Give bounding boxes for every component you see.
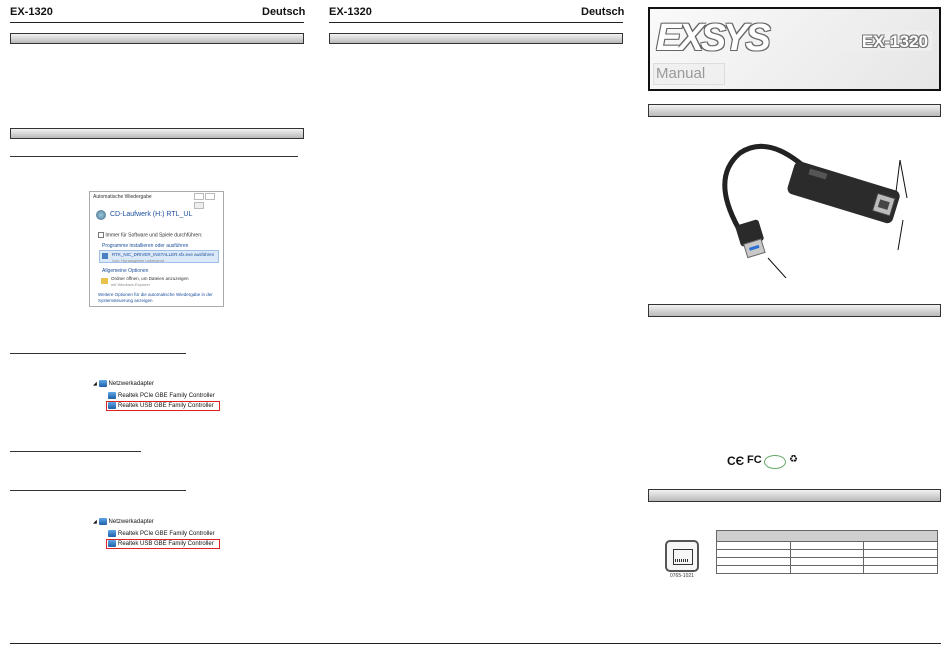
subheading-rule-4 (10, 490, 186, 491)
header-rule (329, 22, 623, 23)
tree-item[interactable] (108, 530, 215, 537)
subheading-rule-3 (10, 451, 141, 452)
tree-item-label: Realtek USB GBE Family Controller (118, 541, 214, 548)
open-folder-option[interactable] (99, 276, 219, 288)
brand-logo-panel (648, 7, 941, 91)
rj45-port-icon (665, 540, 699, 572)
table-header-row (717, 531, 938, 542)
table-cell (790, 542, 864, 550)
table-cell (864, 558, 938, 566)
cd-drive-icon (96, 210, 106, 220)
tree-category[interactable] (93, 518, 154, 525)
section-bar-6 (648, 489, 941, 502)
drive-name: CD-Laufwerk (H:) RTL_UL (110, 211, 193, 218)
table-row (717, 566, 938, 574)
always-checkbox[interactable] (98, 232, 202, 238)
device-tree-2 (93, 518, 223, 550)
table-cell (864, 566, 938, 574)
category-label: Netzwerkadapter (108, 519, 154, 526)
usb-adapter-illustration (700, 138, 920, 278)
fcc-mark-icon: FC (747, 454, 762, 466)
rohs-mark-icon (764, 455, 786, 469)
manual-plate (653, 63, 725, 85)
maximize-icon[interactable] (205, 193, 215, 200)
section-bar-2 (10, 128, 304, 139)
header-rule (10, 22, 304, 23)
tree-item-label: Realtek USB GBE Family Controller (118, 403, 214, 410)
table-cell (717, 550, 791, 558)
section-bar-5 (648, 304, 941, 317)
tree-item[interactable] (108, 392, 215, 399)
tree-item-label: Realtek PCIe GBE Family Controller (118, 531, 215, 538)
network-card-icon (108, 392, 116, 399)
model-logo: EX-1320 (861, 32, 928, 51)
rj45-socket-icon (673, 549, 693, 565)
autoplay-dialog (89, 191, 224, 307)
table-cell (790, 566, 864, 574)
table-cell (717, 566, 791, 574)
table-header (717, 531, 938, 542)
window-controls (194, 193, 223, 199)
table-cell (864, 550, 938, 558)
close-icon[interactable] (194, 202, 204, 209)
tree-item-label: Realtek PCIe GBE Family Controller (118, 393, 215, 400)
table-row (717, 550, 938, 558)
certification-marks (727, 454, 802, 470)
rj45-pins-icon (675, 559, 689, 562)
highlight-box (106, 401, 220, 411)
section-bar-3 (329, 33, 623, 44)
table-cell (790, 550, 864, 558)
section-bar-1 (10, 33, 304, 44)
weee-bin-icon: ♻ (789, 454, 798, 465)
model-plate (830, 31, 932, 51)
rj45-code: 0765-1021 (670, 573, 694, 579)
table-cell (717, 558, 791, 566)
language-header: Deutsch (581, 6, 625, 18)
autoplay-title: Automatische Wiedergabe (93, 194, 152, 200)
subheading-rule-1 (10, 156, 298, 157)
open-item-sub: mit Windows-Explorer (111, 282, 150, 287)
checkbox-label: Immer für Software und Spiele durchführen: (105, 232, 203, 239)
folder-icon (101, 278, 108, 284)
collapse-arrow-icon[interactable]: ◢ (93, 519, 97, 526)
table-cell (790, 558, 864, 566)
language-header: Deutsch (262, 6, 306, 18)
installer-icon (102, 253, 108, 259)
table-cell (864, 542, 938, 550)
exsys-logo: EXSYS (656, 17, 768, 59)
section-install-label: Programme installieren oder ausführen (102, 243, 189, 249)
table-cell (717, 542, 791, 550)
run-item-label: RTK_NIC_DRIVER_INSTALLER.sfx.exe ausführen (112, 252, 215, 257)
open-item-label: Ordner öffnen, um Dateien anzuzeigen (111, 276, 189, 281)
manual-label: Manual (656, 65, 706, 82)
model-header: EX-1320 (10, 6, 53, 18)
section-bar-4 (648, 104, 941, 117)
table-row (717, 558, 938, 566)
device-tree-1 (93, 380, 223, 412)
minimize-icon[interactable] (194, 193, 204, 200)
highlight-box (106, 539, 220, 549)
subheading-rule-2 (10, 353, 186, 354)
more-options-link[interactable]: Weitere Optionen für die automatische Wiedergabe in der Systemsteuerung anzeigen (98, 292, 213, 303)
network-adapter-icon (99, 518, 107, 525)
run-item-sub: Von: Herausgeber unbekannt (112, 258, 165, 263)
network-card-icon (108, 530, 116, 537)
pin-assignment-table (716, 530, 938, 574)
ce-mark-icon: CЄ (727, 454, 745, 468)
checkbox-icon[interactable] (98, 232, 104, 238)
collapse-arrow-icon[interactable]: ◢ (93, 381, 97, 388)
category-label: Netzwerkadapter (108, 381, 154, 388)
tree-category[interactable] (93, 380, 154, 387)
footer-rule (10, 643, 941, 644)
run-installer-option[interactable] (99, 250, 219, 263)
table-row (717, 542, 938, 550)
model-header: EX-1320 (329, 6, 372, 18)
network-adapter-icon (99, 380, 107, 387)
section-general-label: Allgemeine Optionen (102, 268, 149, 274)
